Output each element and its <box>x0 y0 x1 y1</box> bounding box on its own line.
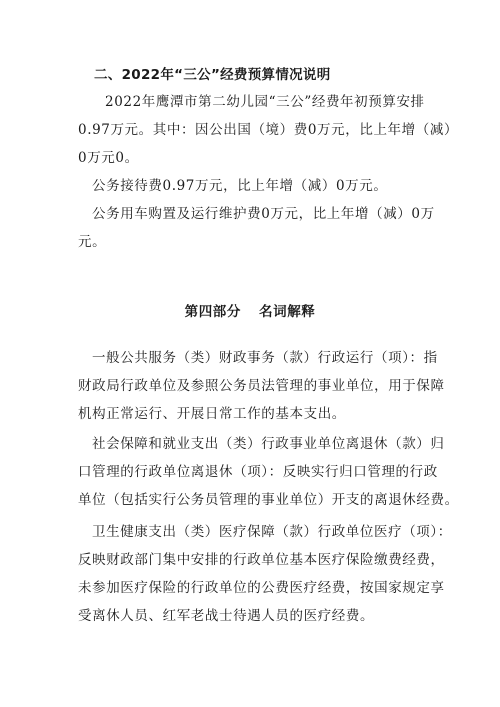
paragraph-budget-summary <box>78 88 459 172</box>
part-name: 名词解释 <box>259 304 316 320</box>
text-line: 受离休人员、红军老战士待遇人员的医疗经费。 <box>78 608 375 624</box>
text-line: 0.97万元。其中：因公出国（境）费0万元，比上年增（减） <box>78 122 459 138</box>
part-number: 第四部分 <box>184 304 241 320</box>
text-line: 机构正常运行、开展日常工作的基本支出。 <box>78 406 346 422</box>
definition-social-security-retirement <box>78 430 459 514</box>
text-line: 卫生健康支出（类）医疗保障（款）行政单位医疗（项）： <box>92 524 452 540</box>
text-line: 公务用车购置及运行维护费0万元，比上年增（减）0万 <box>92 206 435 222</box>
text-line: 公务接待费0.97万元，比上年增（减）0万元。 <box>92 178 388 194</box>
text-line: 2022年鹰潭市第二幼儿园“三公”经费年初预算安排 <box>105 94 425 110</box>
section-heading-sangong: 二、2022年“三公”经费预算情况说明 <box>94 67 331 83</box>
part-four-title <box>0 300 500 320</box>
definition-health-medical <box>78 518 452 630</box>
text-line: 口管理的行政单位离退休（项）：反映实行归口管理的行政 <box>78 464 438 480</box>
text-line: 未参加医疗保险的行政单位的公费医疗经费，按国家规定享 <box>78 580 445 596</box>
text-line: 反映财政部门集中安排的行政单位基本医疗保险缴费经费， <box>78 552 445 568</box>
text-line: 社会保障和就业支出（类）行政事业单位离退休（款）归 <box>92 436 445 452</box>
paragraph-vehicle-fee <box>78 200 435 256</box>
paragraph-reception-fee <box>78 172 428 200</box>
text-line: 财政局行政单位及参照公务员法管理的事业单位，用于保障 <box>78 378 445 394</box>
text-line: 元。 <box>78 234 107 250</box>
text-line: 一般公共服务（类）财政事务（款）行政运行（项）：指 <box>92 350 438 366</box>
text-line: 0万元0。 <box>78 150 139 166</box>
text-line: 单位（包括实行公务员管理的事业单位）开支的离退休经费。 <box>78 492 459 508</box>
definition-general-public-services <box>78 344 445 428</box>
